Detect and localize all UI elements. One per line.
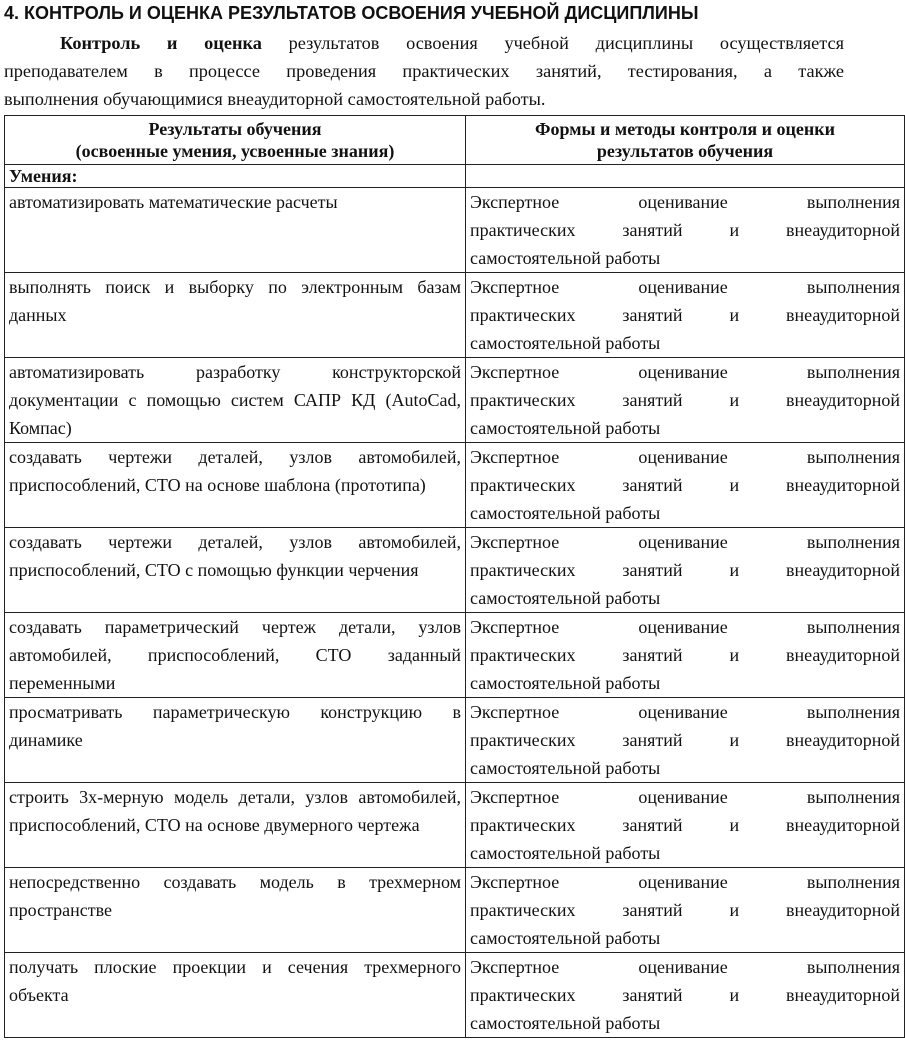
- intro-line-1: [4, 29, 844, 57]
- method-line: практических занятий и внеаудиторной: [470, 815, 900, 835]
- section-heading: 4. КОНТРОЛЬ И ОЦЕНКА РЕЗУЛЬТАТОВ ОСВОЕНИЯ УЧЕБНОЙ ДИСЦИПЛИНЫ: [4, 3, 699, 23]
- table-header-row: [5, 116, 905, 165]
- table-row: [5, 698, 905, 783]
- method-line: Экспертное оценивание выполнения: [470, 702, 900, 722]
- method-line: практических занятий и внеаудиторной: [470, 645, 900, 665]
- method-line: практических занятий и внеаудиторной: [470, 985, 900, 1005]
- method-line: практических занятий и внеаудиторной: [470, 220, 900, 240]
- skill-cell: просматривать параметрическую конструкцию в динамике: [5, 698, 466, 783]
- method-cell: [466, 528, 905, 613]
- header-methods-line-1: Формы и методы контроля и оценки: [535, 119, 835, 139]
- method-line: Экспертное оценивание выполнения: [470, 447, 900, 467]
- header-methods: [466, 116, 905, 165]
- table-row: [5, 358, 905, 443]
- skill-cell: выполнять поиск и выборку по электронным базам данных: [5, 273, 466, 358]
- skill-cell: получать плоские проекции и сечения трехмерного объекта: [5, 953, 466, 1038]
- skill-cell: автоматизировать разработку конструкторской документации с помощью систем САПР КД (AutoCad, Компас): [5, 358, 466, 443]
- method-line: Экспертное оценивание выполнения: [470, 362, 900, 382]
- method-line: Экспертное оценивание выполнения: [470, 532, 900, 552]
- method-line: Экспертное оценивание выполнения: [470, 872, 900, 892]
- section-empty-cell: [466, 165, 905, 188]
- skill-cell: создавать параметрический чертеж детали, узлов автомобилей, приспособлений, СТО заданный переменными: [5, 613, 466, 698]
- method-line: самостоятельной работы: [470, 588, 661, 608]
- intro-paragraph: [4, 29, 844, 113]
- method-line: Экспертное оценивание выполнения: [470, 957, 900, 977]
- results-table: [4, 115, 905, 1038]
- skill-cell: строить 3х-мерную модель детали, узлов автомобилей, приспособлений, СТО на основе двумерного чертежа: [5, 783, 466, 868]
- method-line: самостоятельной работы: [470, 333, 661, 353]
- method-line: практических занятий и внеаудиторной: [470, 730, 900, 750]
- method-line: практических занятий и внеаудиторной: [470, 560, 900, 580]
- header-methods-line-2: результатов обучения: [596, 141, 774, 161]
- method-line: самостоятельной работы: [470, 418, 661, 438]
- table-row: [5, 953, 905, 1038]
- method-cell: [466, 188, 905, 273]
- method-cell: [466, 783, 905, 868]
- method-line: практических занятий и внеаудиторной: [470, 390, 900, 410]
- method-line: самостоятельной работы: [470, 928, 661, 948]
- intro-line-3: выполнения обучающимися внеаудиторной самостоятельной работы.: [4, 89, 546, 109]
- table-row: [5, 868, 905, 953]
- method-line: самостоятельной работы: [470, 758, 661, 778]
- table-row: [5, 528, 905, 613]
- method-line: Экспертное оценивание выполнения: [470, 787, 900, 807]
- method-cell: [466, 698, 905, 783]
- table-row: [5, 783, 905, 868]
- method-line: самостоятельной работы: [470, 248, 661, 268]
- intro-line-1-rest: результатов освоения учебной дисциплины осуществляется: [261, 33, 845, 53]
- method-line: практических занятий и внеаудиторной: [470, 900, 900, 920]
- table-row: [5, 273, 905, 358]
- table-row: [5, 613, 905, 698]
- header-results-line-2: (освоенные умения, усвоенные знания): [75, 141, 395, 161]
- method-cell: [466, 613, 905, 698]
- method-line: самостоятельной работы: [470, 843, 661, 863]
- header-results-line-1: Результаты обучения: [148, 119, 322, 139]
- section-label: Умения:: [5, 165, 466, 188]
- skill-cell: непосредственно создавать модель в трехмерном пространстве: [5, 868, 466, 953]
- skill-cell: автоматизировать математические расчеты: [5, 188, 466, 273]
- method-cell: [466, 273, 905, 358]
- method-cell: [466, 358, 905, 443]
- method-line: самостоятельной работы: [470, 1013, 661, 1033]
- method-line: самостоятельной работы: [470, 503, 661, 523]
- method-line: Экспертное оценивание выполнения: [470, 617, 900, 637]
- method-cell: [466, 868, 905, 953]
- method-line: Экспертное оценивание выполнения: [470, 192, 900, 212]
- header-results: [5, 116, 466, 165]
- method-cell: [466, 443, 905, 528]
- table-row: [5, 188, 905, 273]
- skill-cell: создавать чертежи деталей, узлов автомобилей, приспособлений, СТО на основе шаблона (прототипа): [5, 443, 466, 528]
- section-row: [5, 165, 905, 188]
- intro-line-2: преподавателем в процессе проведения практических занятий, тестирования, а также: [4, 61, 844, 81]
- method-cell: [466, 953, 905, 1038]
- table-body: [5, 165, 905, 1038]
- table-row: [5, 443, 905, 528]
- skill-cell: создавать чертежи деталей, узлов автомобилей, приспособлений, СТО с помощью функции черчения: [5, 528, 466, 613]
- method-line: самостоятельной работы: [470, 673, 661, 693]
- method-line: практических занятий и внеаудиторной: [470, 475, 900, 495]
- method-line: Экспертное оценивание выполнения: [470, 277, 900, 297]
- intro-lead: Контроль и оценка: [60, 33, 262, 53]
- method-line: практических занятий и внеаудиторной: [470, 305, 900, 325]
